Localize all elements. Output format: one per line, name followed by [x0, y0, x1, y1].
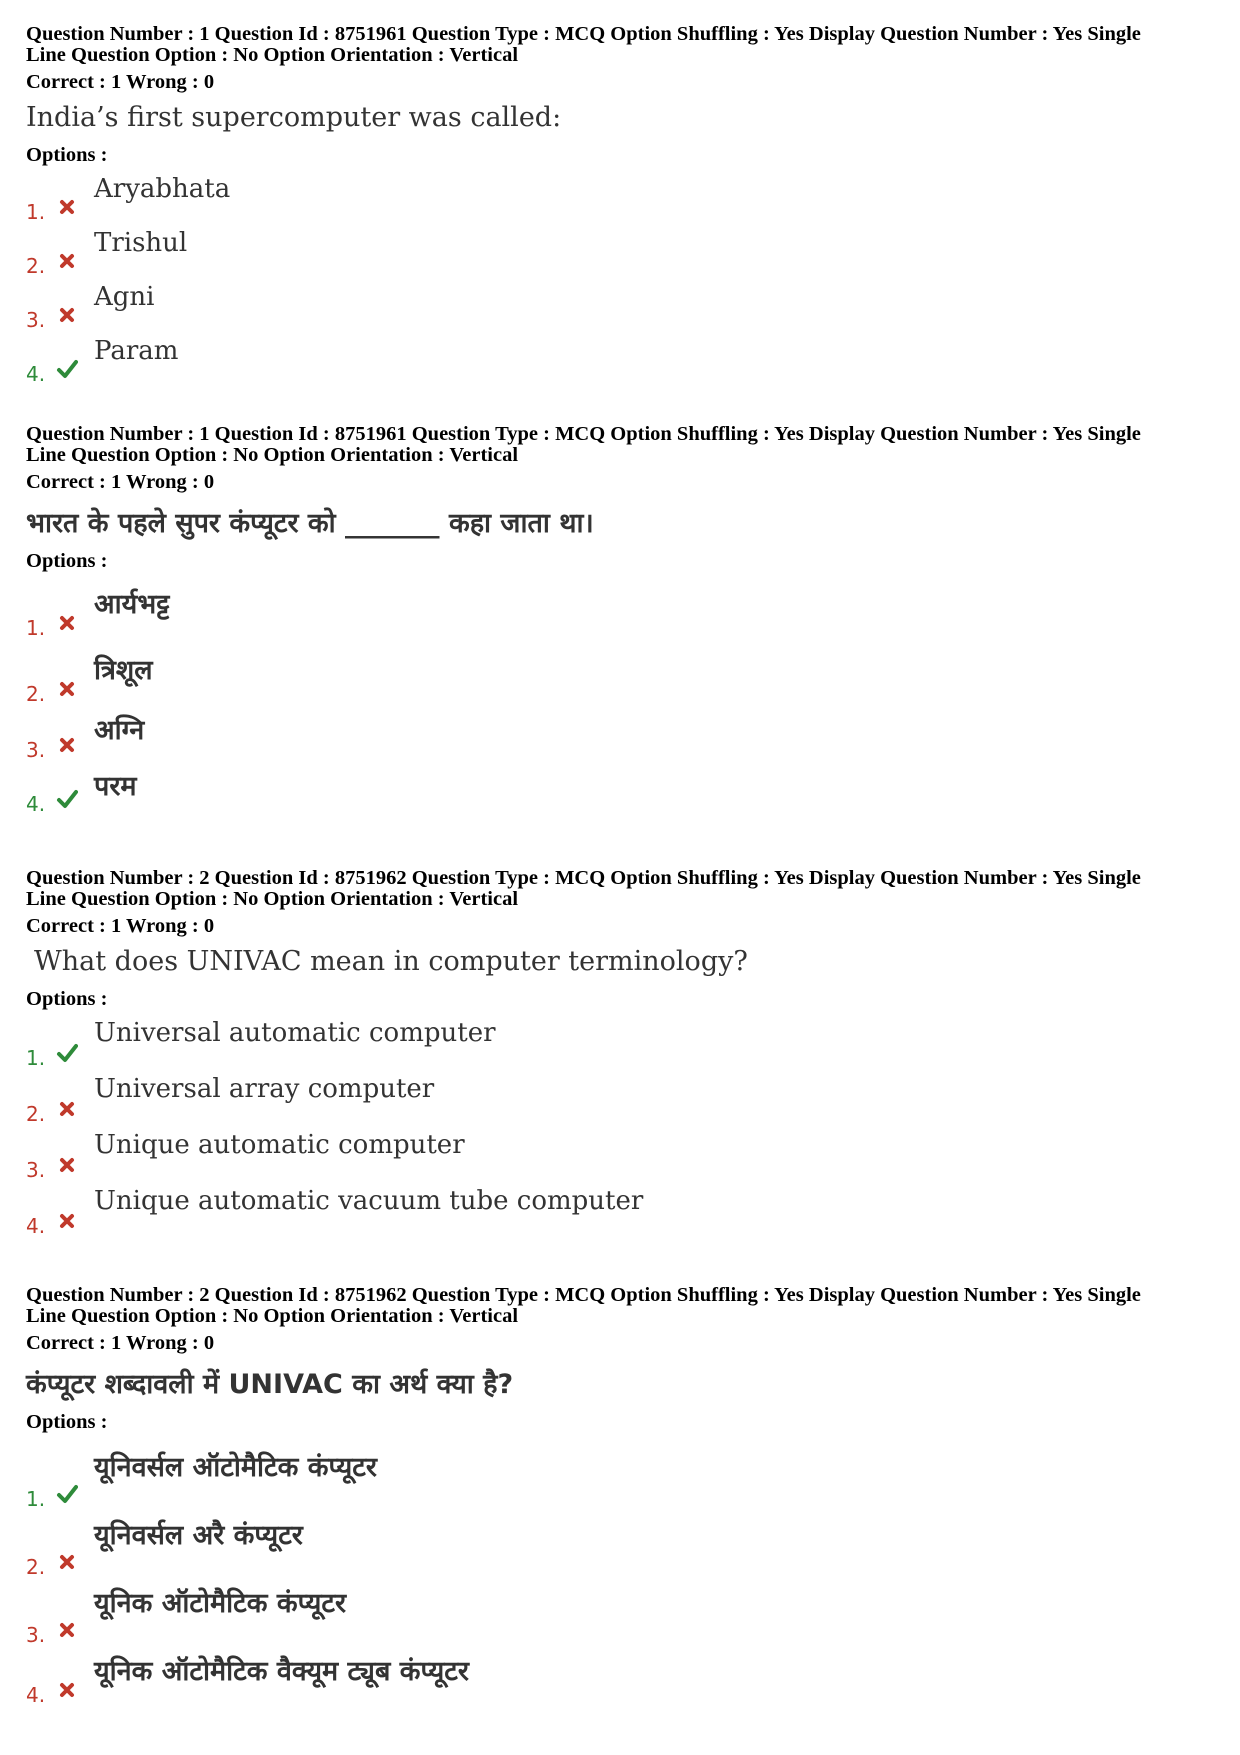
option-text: Universal array computer	[94, 1074, 435, 1104]
option-item	[26, 766, 1216, 820]
option-item	[26, 584, 1216, 644]
question-meta-line: Line Question Option : No Option Orientation : Vertical	[26, 888, 519, 910]
option-number: 2.	[26, 1555, 46, 1579]
cross-icon	[56, 196, 78, 218]
option-text: Aryabhata	[94, 174, 231, 204]
question-text: कंप्यूटर शब्दावली में UNIVAC का अर्थ क्या है?	[26, 1369, 514, 1400]
question-text: भारत के पहले सुपर कंप्यूटर को _______ कहा जाता था।	[26, 508, 594, 539]
question-meta-line: Line Question Option : No Option Orientation : Vertical	[26, 1305, 519, 1327]
option-item	[26, 1515, 1216, 1583]
check-icon	[56, 788, 78, 810]
question-meta-line: Question Number : 2 Question Id : 8751962 Question Type : MCQ Option Shuffling : Yes Display Question Number : Yes Single	[26, 867, 1141, 889]
check-icon	[56, 1483, 78, 1505]
option-number: 1.	[26, 200, 46, 224]
option-text: Unique automatic vacuum tube computer	[94, 1186, 644, 1216]
options-label: Options :	[26, 988, 108, 1010]
check-icon	[56, 1042, 78, 1064]
option-text: यूनिवर्सल ऑटोमैटिक कंप्यूटर	[94, 1452, 377, 1483]
option-number: 3.	[26, 1158, 46, 1182]
cross-icon	[56, 612, 78, 634]
option-text: त्रिशूल	[94, 655, 153, 686]
option-text: Unique automatic computer	[94, 1130, 465, 1160]
option-number: 3.	[26, 738, 46, 762]
score-line: Correct : 1 Wrong : 0	[26, 71, 215, 93]
option-item	[26, 228, 1216, 282]
option-number: 1.	[26, 616, 46, 640]
question-text: India’s first supercomputer was called:	[26, 102, 562, 133]
cross-icon	[56, 1154, 78, 1176]
question-meta-line: Question Number : 2 Question Id : 8751962 Question Type : MCQ Option Shuffling : Yes Display Question Number : Yes Single	[26, 1284, 1141, 1306]
cross-icon	[56, 1679, 78, 1701]
option-text: यूनिक ऑटोमैटिक वैक्यूम ट्यूब कंप्यूटर	[94, 1656, 469, 1687]
question-text: What does UNIVAC mean in computer terminology?	[34, 946, 748, 977]
option-number: 1.	[26, 1487, 46, 1511]
option-number: 4.	[26, 1683, 46, 1707]
option-number: 4.	[26, 792, 46, 816]
question-block	[26, 24, 1216, 390]
option-text: अग्नि	[94, 715, 145, 746]
cross-icon	[56, 1551, 78, 1573]
question-meta-line: Question Number : 1 Question Id : 8751961 Question Type : MCQ Option Shuffling : Yes Display Question Number : Yes Single	[26, 23, 1141, 45]
option-item	[26, 1130, 1216, 1186]
option-item	[26, 1018, 1216, 1074]
check-icon	[56, 358, 78, 380]
option-number: 4.	[26, 1214, 46, 1238]
options-list	[26, 1447, 1216, 1711]
option-number: 4.	[26, 362, 46, 386]
option-item	[26, 1651, 1216, 1711]
option-item	[26, 282, 1216, 336]
question-meta-line: Line Question Option : No Option Orientation : Vertical	[26, 444, 519, 466]
cross-icon	[56, 250, 78, 272]
question-meta-line: Question Number : 1 Question Id : 8751961 Question Type : MCQ Option Shuffling : Yes Display Question Number : Yes Single	[26, 423, 1141, 445]
option-item	[26, 174, 1216, 228]
option-text: यूनिवर्सल अरै कंप्यूटर	[94, 1520, 303, 1551]
option-text: Trishul	[94, 228, 188, 258]
option-text: यूनिक ऑटोमैटिक कंप्यूटर	[94, 1588, 347, 1619]
option-text: परम	[94, 771, 137, 802]
cross-icon	[56, 678, 78, 700]
question-block	[26, 1285, 1216, 1711]
option-item	[26, 644, 1216, 710]
option-number: 3.	[26, 308, 46, 332]
option-number: 2.	[26, 682, 46, 706]
option-number: 2.	[26, 1102, 46, 1126]
option-item	[26, 1447, 1216, 1515]
option-number: 1.	[26, 1046, 46, 1070]
options-label: Options :	[26, 550, 108, 572]
option-text: आर्यभट्ट	[94, 589, 170, 620]
options-label: Options :	[26, 144, 108, 166]
options-list	[26, 174, 1216, 390]
cross-icon	[56, 1098, 78, 1120]
option-text: Param	[94, 336, 179, 366]
question-meta-line: Line Question Option : No Option Orientation : Vertical	[26, 44, 519, 66]
score-line: Correct : 1 Wrong : 0	[26, 915, 215, 937]
option-text: Agni	[94, 282, 155, 312]
options-label: Options :	[26, 1411, 108, 1433]
question-block	[26, 424, 1216, 820]
cross-icon	[56, 1210, 78, 1232]
options-list	[26, 584, 1216, 820]
options-list	[26, 1018, 1216, 1242]
option-item	[26, 1583, 1216, 1651]
question-block	[26, 868, 1216, 1242]
score-line: Correct : 1 Wrong : 0	[26, 1332, 215, 1354]
cross-icon	[56, 304, 78, 326]
option-item	[26, 1186, 1216, 1242]
cross-icon	[56, 1619, 78, 1641]
option-number: 3.	[26, 1623, 46, 1647]
option-item	[26, 336, 1216, 390]
cross-icon	[56, 734, 78, 756]
option-number: 2.	[26, 254, 46, 278]
score-line: Correct : 1 Wrong : 0	[26, 471, 215, 493]
option-item	[26, 1074, 1216, 1130]
option-text: Universal automatic computer	[94, 1018, 496, 1048]
option-item	[26, 710, 1216, 766]
